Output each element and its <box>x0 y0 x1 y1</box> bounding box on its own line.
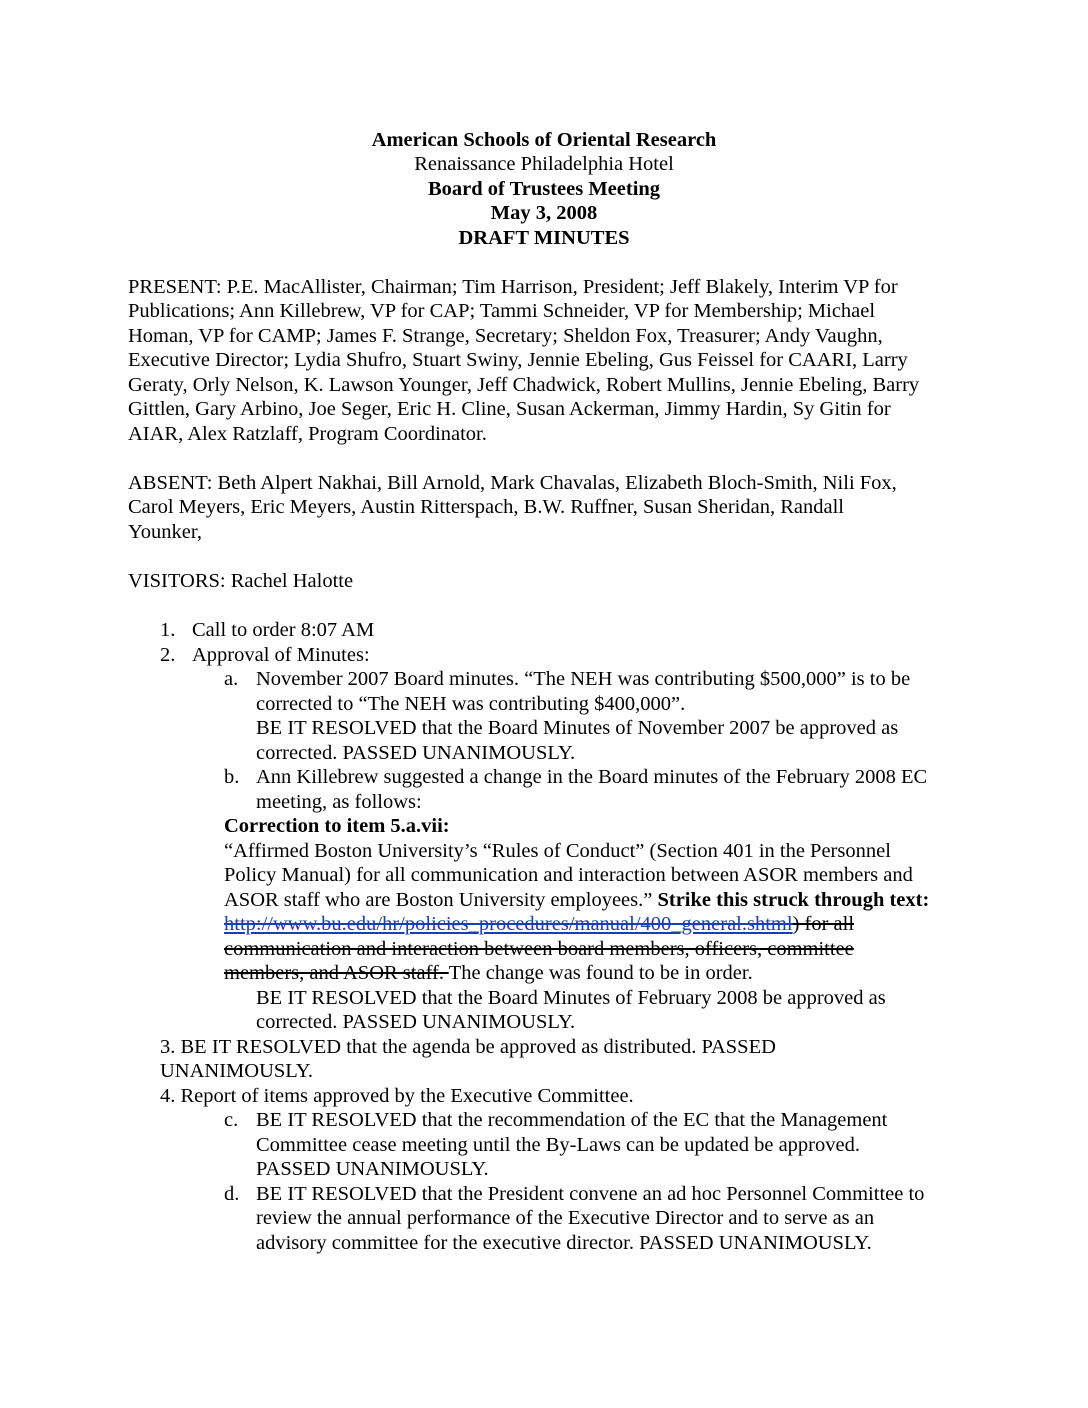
sub-item-line: November 2007 Board minutes. “The NEH was contributing $500,000” is to be <box>256 668 911 690</box>
struck-link[interactable]: http://www.bu.edu/hr/policies_procedures/manual/400_general.shtml <box>224 913 793 935</box>
struck-text: ) for all <box>792 913 855 935</box>
item-approval-of-minutes: Approval of Minutes: <box>192 644 370 666</box>
sub-item-letter: d. <box>224 1183 240 1205</box>
struck-text: members, and ASOR staff. <box>224 962 449 984</box>
present-line: Executive Director; Lydia Shufro, Stuart Swiny, Jennie Ebeling, Gus Feissel for CAARI, Larry <box>128 349 908 371</box>
present-line: Publications; Ann Killebrew, VP for CAP; Tammi Schneider, VP for Membership; Michael <box>128 300 876 322</box>
visitors-line: VISITORS: Rachel Halotte <box>128 570 354 592</box>
sub-item-line: BE IT RESOLVED that the recommendation of the EC that the Management <box>256 1109 888 1131</box>
sub-item-line: review the annual performance of the Executive Director and to serve as an <box>256 1207 875 1229</box>
sub-item-line: meeting, as follows: <box>256 791 422 813</box>
item-agenda: UNANIMOUSLY. <box>160 1060 314 1082</box>
absent-line: Carol Meyers, Eric Meyers, Austin Ritterspach, B.W. Ruffner, Susan Sheridan, Randall <box>128 496 844 518</box>
quote-text: ASOR staff who are Boston University employees.” <box>224 889 658 911</box>
struck-line <box>224 961 753 986</box>
present-line: AIAR, Alex Ratzlaff, Program Coordinator. <box>128 423 487 445</box>
correction-heading: Correction to item 5.a.vii: <box>224 815 450 837</box>
present-line: Gittlen, Gary Arbino, Joe Seger, Eric H. Cline, Susan Ackerman, Jimmy Hardin, Sy Gitin for <box>128 398 891 420</box>
meeting-date: May 3, 2008 <box>490 202 598 224</box>
strike-heading: Strike this struck through text: <box>657 889 930 911</box>
present-line: Homan, VP for CAMP; James F. Strange, Secretary; Sheldon Fox, Treasurer; Andy Vaughn, <box>128 325 883 347</box>
quote-line: Policy Manual) for all communication and interaction between ASOR members and <box>224 864 913 886</box>
change-note: The change was found to be in order. <box>448 962 753 984</box>
sub-item-line: Committee cease meeting until the By-Laws can be updated be approved. <box>256 1134 860 1156</box>
sub-item-letter: a. <box>224 668 239 690</box>
sub-item-line: corrected to “The NEH was contributing $400,000”. <box>256 693 686 715</box>
sub-item-line: corrected. PASSED UNANIMOUSLY. <box>256 1011 576 1033</box>
org-title: American Schools of Oriental Research <box>371 129 717 151</box>
sub-item-line: BE IT RESOLVED that the President convene an ad hoc Personnel Committee to <box>256 1183 925 1205</box>
sub-item-letter: c. <box>224 1109 239 1131</box>
absent-line: ABSENT: Beth Alpert Nakhai, Bill Arnold, Mark Chavalas, Elizabeth Bloch-Smith, Nili Fox, <box>128 472 897 494</box>
sub-item-line: BE IT RESOLVED that the Board Minutes of February 2008 be approved as <box>256 987 886 1009</box>
sub-item-line: PASSED UNANIMOUSLY. <box>256 1158 489 1180</box>
struck-line <box>224 912 854 937</box>
sub-item-line: Ann Killebrew suggested a change in the Board minutes of the February 2008 EC <box>256 766 928 788</box>
quote-line <box>224 888 929 913</box>
item-call-to-order: Call to order 8:07 AM <box>192 619 375 641</box>
sub-item-line: advisory committee for the executive director. PASSED UNANIMOUSLY. <box>256 1232 872 1254</box>
quote-line: “Affirmed Boston University’s “Rules of Conduct” (Section 401 in the Personnel <box>224 840 891 862</box>
venue: Renaissance Philadelphia Hotel <box>414 153 674 175</box>
document-status: DRAFT MINUTES <box>458 227 630 249</box>
present-line: Geraty, Orly Nelson, K. Lawson Younger, Jeff Chadwick, Robert Mullins, Jennie Ebeling, Barry <box>128 374 920 396</box>
item-number: 2. <box>160 644 176 666</box>
item-ec-report: 4. Report of items approved by the Executive Committee. <box>160 1085 634 1107</box>
sub-item-letter: b. <box>224 766 240 788</box>
item-number: 1. <box>160 619 176 641</box>
struck-text: communication and interaction between board members, officers, committee <box>224 938 854 960</box>
meeting-title: Board of Trustees Meeting <box>427 178 661 200</box>
present-line: PRESENT: P.E. MacAllister, Chairman; Tim Harrison, President; Jeff Blakely, Interim VP for <box>128 276 898 298</box>
item-agenda: 3. BE IT RESOLVED that the agenda be approved as distributed. PASSED <box>160 1036 776 1058</box>
sub-item-line: corrected. PASSED UNANIMOUSLY. <box>256 742 576 764</box>
sub-item-line: BE IT RESOLVED that the Board Minutes of November 2007 be approved as <box>256 717 899 739</box>
absent-line: Younker, <box>128 521 202 543</box>
